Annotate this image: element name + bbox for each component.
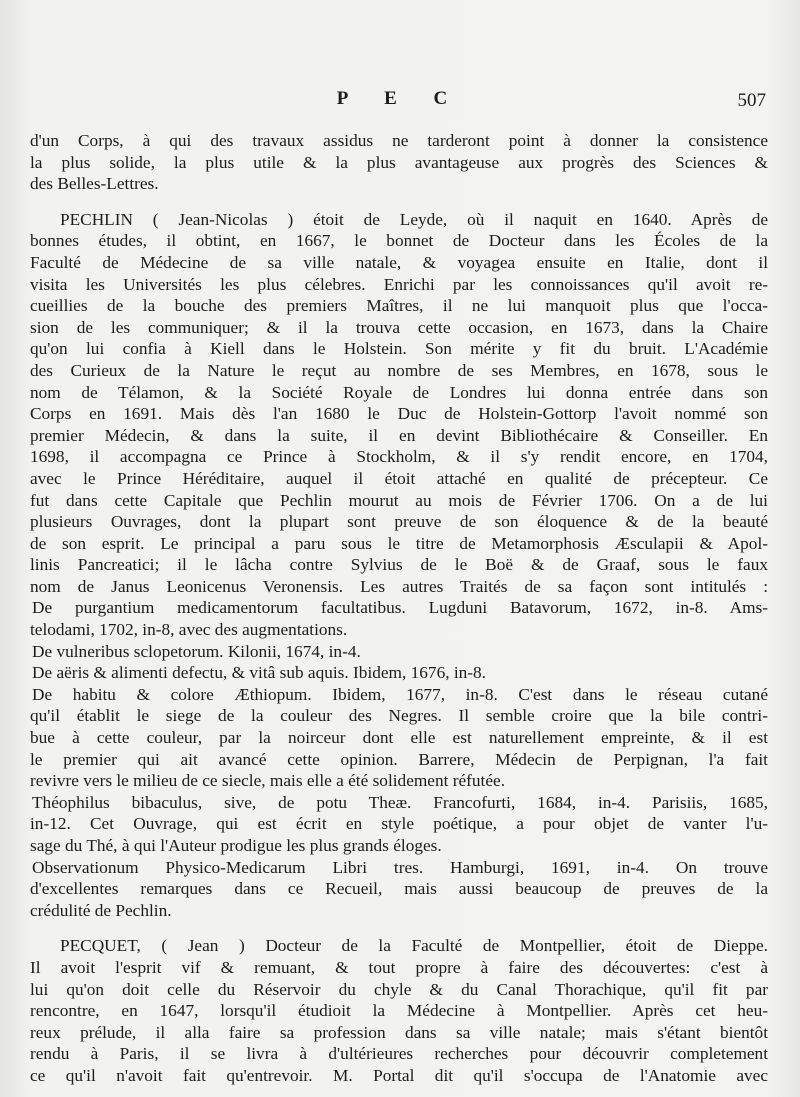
paragraph-continuation [30,130,768,195]
text-line: sage du Thé, à qui l'Auteur prodigue les plus grands éloges. [30,836,442,855]
text-line: nom de Janus Leonicenus Veronensis. Les autres Traités de sa façon sont intitulés : [30,576,768,596]
text-line: la plus solide, la plus utile & la plus avantageuse aux progrès des Sciences & [30,152,768,172]
text-line: lui qu'on doit celle du Réservoir du chyle & du Canal Thorachique, qu'il fit par [30,979,768,999]
text-line: De purgantium medicamentorum facultatibus. Lugduni Batavorum, 1672, in-8. Ams- [32,598,768,618]
paragraph-pecquet [30,935,768,1086]
text-line: PECQUET, ( Jean ) Docteur de la Faculté de Montpellier, étoit de Dieppe. [60,936,768,956]
text-line: Faculté de Médecine de sa ville natale, & voyagea ensuite en Italie, dont il [30,252,768,272]
text-line: des Curieux de la Nature le reçut au nombre de ses Membres, en 1678, sous le [30,360,768,380]
text-line: premier Médecin, & dans la suite, il en devint Bibliothécaire & Conseiller. En [30,425,768,445]
text-line: le premier qui ait avancé cette opinion. Barrere, Médecin de Perpignan, l'a fait [30,749,768,769]
body-text [30,130,768,1087]
text-line: nom de Télamon, & la Société Royale de Londres lui donna entrée dans son [30,382,768,402]
text-line: De aëris & alimenti defectu, & vitâ sub aquis. Ibidem, 1676, in-8. [32,663,487,683]
text-line: Théophilus bibaculus, sive, de potu Theæ. Francofurti, 1684, in-4. Parisiis, 1685, [32,792,768,812]
text-line: bonnes études, il obtint, en 1667, le bonnet de Docteur dans les Écoles de la [30,231,768,251]
text-line: De habitu & colore Æthiopum. Ibidem, 1677, in-8. C'est dans le réseau cutané [32,684,768,704]
text-line: avec le Prince Héréditaire, auquel il étoit attaché en qualité de précepteur. Ce [30,468,768,488]
text-line: fut dans cette Capitale que Pechlin mourut au mois de Février 1706. On a de lui [30,490,768,510]
text-line: reux prélude, il alla faire sa profession dans sa ville natale; mais s'étant bientôt [30,1022,768,1042]
text-line: bue à cette couleur, par la noirceur dont elle est naturellement empreinte, & il est [30,728,768,748]
text-line: qu'on lui confia à Kiell dans le Holstein. Son mérite y fit du bruit. L'Académie [30,339,768,359]
paragraph-pechlin [30,209,768,922]
text-line: Corps en 1691. Mais dès l'an 1680 le Duc de Holstein-Gottorp l'avoit nommé son [30,404,768,424]
text-line: plusieurs Ouvrages, dont la plupart sont preuve de son éloquence & de la beauté [30,512,768,532]
text-line: rendu à Paris, il se livra à d'ultérieures recherches pour découvrir completement [30,1044,768,1064]
page-header [0,88,800,118]
text-line: de son esprit. Le principal a paru sous le titre de Metamorphosis Æsculapii & Apol- [30,533,768,553]
text-line: des Belles-Lettres. [30,174,159,194]
page-number: 507 [737,90,766,111]
text-line: crédulité de Pechlin. [30,900,172,920]
text-line: d'un Corps, à qui des travaux assidus ne tarderont point à donner la consistence [30,131,768,150]
text-line: telodami, 1702, in-8, avec des augmentations. [30,620,348,640]
text-line: rencontre, en 1647, lorsqu'il étudioit la Médecine à Montpellier. Après cet heu- [30,1001,768,1021]
text-line: Il avoit l'esprit vif & remuant, & tout propre à faire des découvertes: c'est à [30,957,768,977]
text-line: visita les Universités les plus célebres. Enrichi par les connoissances qu'il avoit re- [30,274,768,294]
text-line: cueillies de la bouche des premiers Maîtres, il ne lui manquoit plus que l'occa- [30,296,768,316]
text-line: De vulneribus sclopetorum. Kilonii, 1674, in-4. [32,641,361,661]
running-head: P E C [336,88,464,109]
text-line: revivre vers le milieu de ce siecle, mais elle a été solidement réfutée. [30,771,506,791]
text-line: PECHLIN ( Jean-Nicolas ) étoit de Leyde, où il naquit en 1640. Après de [60,209,768,229]
text-line: d'excellentes remarques dans ce Recueil, mais aussi beaucoup de preuves de la [30,879,768,899]
text-line: linis Pancreatici; il le lâcha contre Sylvius de le Boë & de Graaf, sous le faux [30,555,768,575]
text-line: sion de les communiquer; & il la trouva cette occasion, en 1673, dans la Chaire [30,317,768,337]
text-line: Observationum Physico-Medicarum Libri tres. Hamburgi, 1691, in-4. On trouve [32,857,768,877]
text-line: in-12. Cet Ouvrage, qui est écrit en style poétique, a pour objet de vanter l'u- [30,814,768,834]
paragraph-gap [30,921,768,935]
text-line: 1698, il accompagna ce Prince à Stockholm, & il s'y rendit encore, en 1704, [30,447,768,467]
paragraph-gap [30,195,768,209]
text-line: qu'il établit le siege de la couleur des Negres. Il semble croire que la bile contri- [30,706,768,726]
text-line: ce qu'il n'avoit fait qu'entrevoir. M. Portal dit qu'il s'occupa de l'Anatomie avec [30,1065,768,1085]
